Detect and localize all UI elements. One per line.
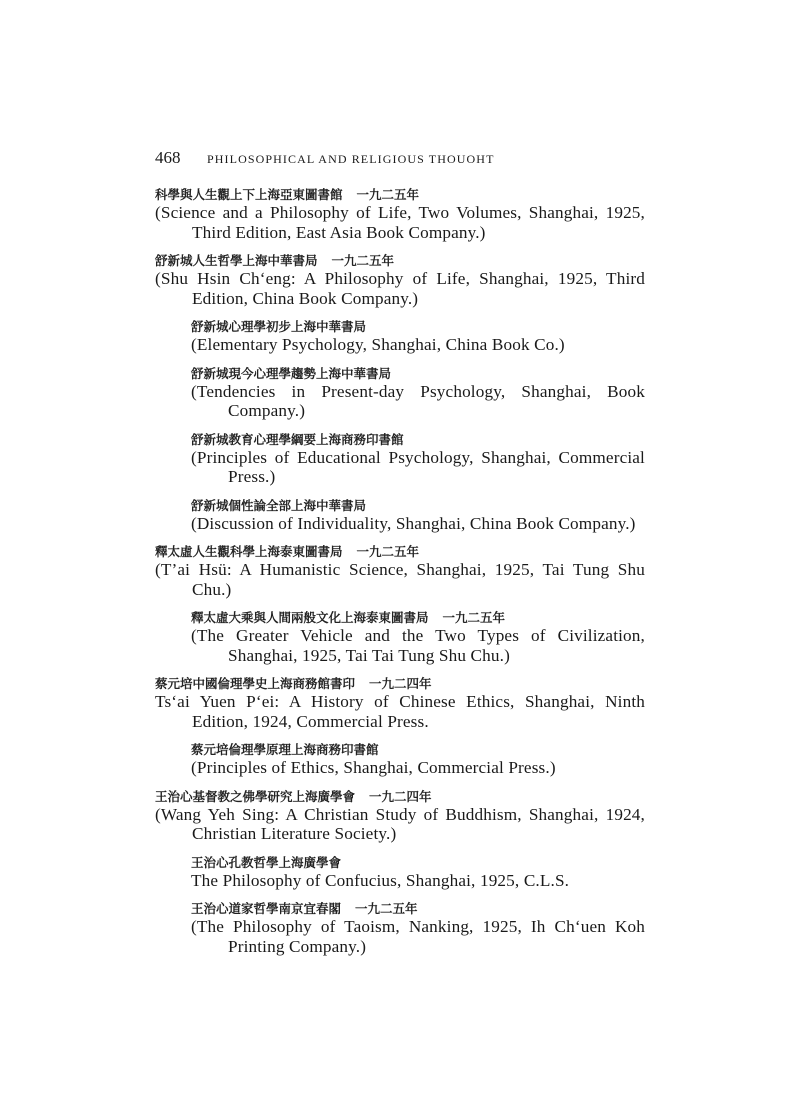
chinese-year: 一九二五年 — [355, 901, 418, 916]
chinese-title: 舒新城現今心理學趨勢上海中華書局 — [191, 365, 392, 381]
bibliography-subentry — [191, 365, 645, 421]
page-number: 468 — [155, 148, 181, 167]
chinese-title: 舒新城心理學初步上海中華書局 — [191, 319, 367, 334]
chinese-citation — [191, 431, 645, 448]
chinese-year: 一九二五年 — [331, 253, 395, 268]
chinese-citation — [191, 365, 645, 382]
chinese-citation — [191, 854, 645, 871]
english-translation: Ts‘ai Yuen P‘ei: A History of Chinese Ethics, Shanghai, Ninth Edition, 1924, Commercial Press. — [155, 692, 645, 731]
bibliography-entry — [155, 543, 645, 599]
bibliography-entry — [155, 252, 645, 308]
english-translation: (The Greater Vehicle and the Two Types of Civilization, Shanghai, 1925, Tai Tai Tung Shu Chu.) — [191, 626, 645, 665]
chinese-title: 舒新城個性論全部上海中華書局 — [191, 497, 367, 513]
bibliography-subentry — [191, 497, 645, 534]
english-translation: (T’ai Hsü: A Humanistic Science, Shanghai, 1925, Tai Tung Shu Chu.) — [155, 560, 645, 599]
bibliography-subentry — [191, 318, 645, 355]
chinese-citation — [191, 609, 645, 626]
chinese-title: 舒新城人生哲學上海中華書局 — [155, 253, 318, 268]
bibliography-entry — [155, 788, 645, 844]
chinese-title: 科學與人生觀上下上海亞東圖書館 — [155, 187, 343, 202]
chinese-title: 釋太虛人生觀科學上海泰東圖書局 — [155, 544, 343, 559]
bibliography-subentry — [191, 741, 645, 778]
bibliography-entry — [155, 675, 645, 731]
chinese-title: 釋太虛大乘與人間兩般文化上海泰東圖書局 — [191, 610, 429, 625]
chinese-year: 一九二五年 — [356, 187, 420, 202]
chinese-citation — [155, 543, 645, 560]
book-page — [155, 148, 645, 966]
chinese-citation — [191, 900, 645, 917]
english-translation: The Philosophy of Confucius, Shanghai, 1925, C.L.S. — [191, 870, 570, 890]
chinese-year: 一九二五年 — [442, 610, 506, 625]
chinese-citation — [155, 788, 645, 805]
chinese-title: 王治心道家哲學南京宜春閣 — [191, 901, 342, 916]
running-head — [155, 148, 645, 170]
chinese-year: 一九二四年 — [369, 788, 432, 804]
chinese-year: 一九二四年 — [369, 676, 432, 691]
chinese-citation — [191, 497, 645, 514]
chinese-title: 王治心孔教哲學上海廣學會 — [191, 854, 342, 870]
chinese-title: 王治心基督教之佛學研究上海廣學會 — [155, 788, 356, 804]
english-translation: (Tendencies in Present-day Psychology, Shanghai, Book Company.) — [191, 381, 645, 420]
english-translation: (Science and a Philosophy of Life, Two Volumes, Shanghai, 1925, Third Edition, East Asia Book Company.) — [155, 203, 645, 242]
english-translation: (Elementary Psychology, Shanghai, China Book Co.) — [191, 335, 565, 354]
chinese-citation — [191, 318, 645, 335]
english-translation: (Principles of Educational Psychology, Shanghai, Commercial Press.) — [191, 447, 645, 486]
chinese-citation — [155, 675, 645, 692]
chinese-title: 蔡元培倫理學原理上海商務印書館 — [191, 742, 379, 757]
chinese-citation — [155, 252, 645, 269]
bibliography-subentry — [191, 609, 645, 665]
running-title: PHILOSOPHICAL AND RELIGIOUS THOUOHT — [207, 152, 495, 166]
chinese-title: 蔡元培中國倫理學史上海商務館書印 — [155, 676, 356, 691]
chinese-year: 一九二五年 — [356, 544, 420, 559]
bibliography-subentry — [191, 431, 645, 487]
english-translation: (The Philosophy of Taoism, Nanking, 1925, Ih Ch‘uen Koh Printing Company.) — [191, 917, 645, 956]
chinese-citation — [191, 741, 645, 758]
chinese-title: 舒新城教育心理學綱要上海商務印書館 — [191, 431, 404, 447]
bibliography-entry — [155, 186, 645, 242]
english-translation: (Discussion of Individuality, Shanghai, China Book Company.) — [191, 513, 636, 533]
bibliography-subentry — [191, 854, 645, 891]
english-translation: (Wang Yeh Sing: A Christian Study of Buddhism, Shanghai, 1924, Christian Literature Society.) — [155, 804, 645, 843]
bibliography-subentry — [191, 900, 645, 956]
english-translation: (Principles of Ethics, Shanghai, Commercial Press.) — [191, 758, 556, 777]
english-translation: (Shu Hsin Ch‘eng: A Philosophy of Life, Shanghai, 1925, Third Edition, China Book Company.) — [155, 269, 645, 308]
chinese-citation — [155, 186, 645, 203]
